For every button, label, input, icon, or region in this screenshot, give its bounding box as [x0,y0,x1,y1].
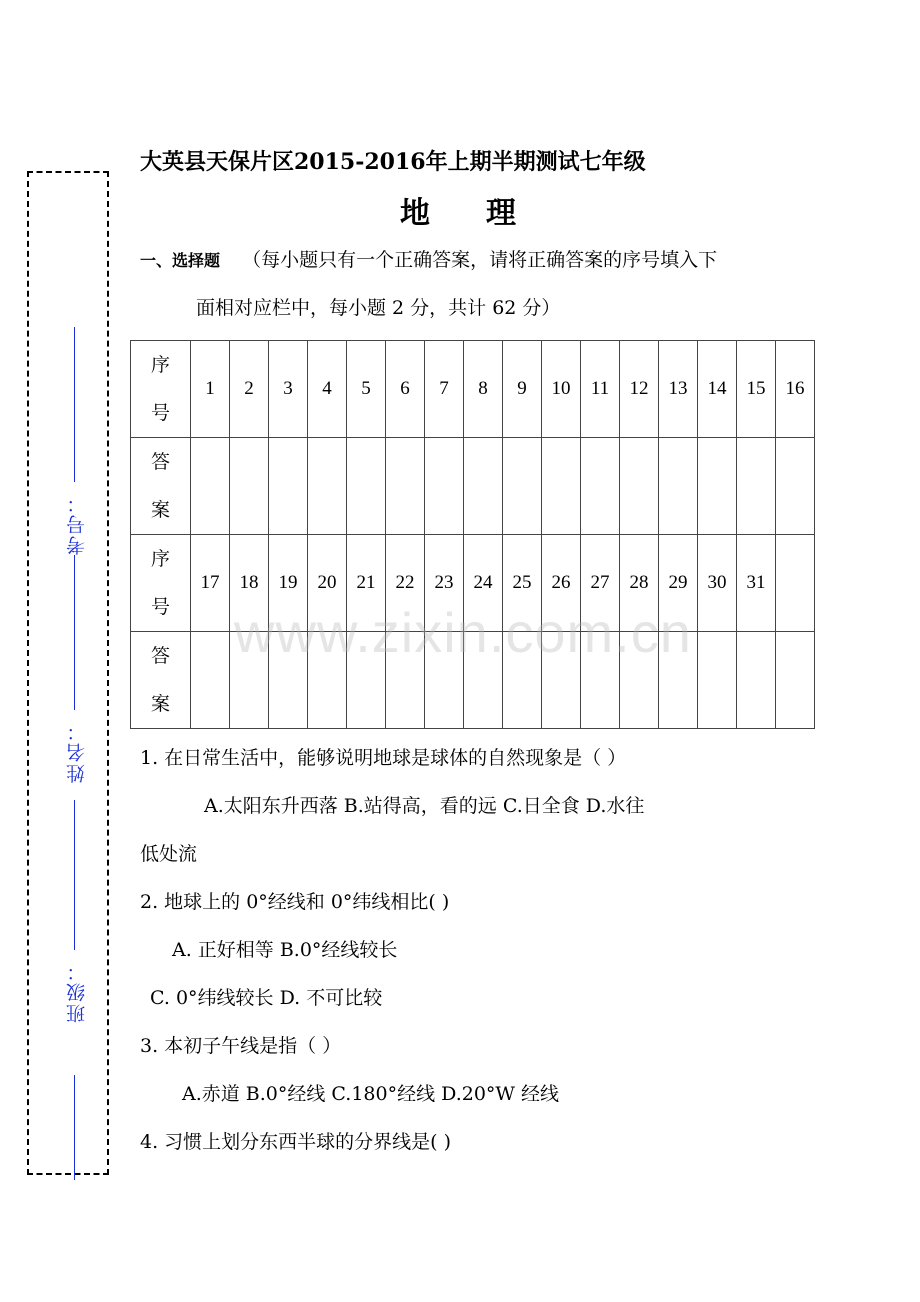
question-number-cell: 19 [269,535,308,632]
question-number-cell: 20 [308,535,347,632]
name-underline [74,555,75,710]
question-number-cell: 5 [347,341,386,438]
class-label: 班级： [66,960,88,1023]
question-1-options-cont: 低处流 [140,843,198,865]
question-number-cell: 8 [464,341,503,438]
question-number-cell: 26 [542,535,581,632]
question-number-cell: 2 [230,341,269,438]
question-number-cell: 27 [581,535,620,632]
answer-cell[interactable] [581,438,620,535]
name-label: 姓名： [66,720,88,783]
question-3-stem: 3. 本初子午线是指（ ） [140,1035,342,1057]
question-number-cell: 18 [230,535,269,632]
question-number-cell: 24 [464,535,503,632]
answer-cell[interactable] [776,632,815,729]
answer-cell[interactable] [230,438,269,535]
question-number-cell [776,535,815,632]
question-number-cell: 12 [620,341,659,438]
answer-cell[interactable] [776,438,815,535]
answer-cell[interactable] [386,438,425,535]
watermark: www.zixin.com.cn [234,601,692,664]
question-number-cell: 16 [776,341,815,438]
question-3-options: A.赤道 B.0°经线 C.180°经线 D.20°W 经线 [182,1083,559,1105]
exam-no-underline [74,327,75,482]
answer-cell[interactable] [347,438,386,535]
answer-cell[interactable] [620,438,659,535]
class-underline [74,800,75,950]
question-number-cell: 22 [386,535,425,632]
section-instructions-2: 面相对应栏中，每小题 2 分，共计 62 分） [196,297,561,319]
question-2-options-c-d: C. 0°纬线较长 D. 不可比较 [150,987,383,1009]
answer-cell[interactable] [308,438,347,535]
question-number-cell: 14 [698,341,737,438]
answer-cell[interactable] [698,438,737,535]
question-number-cell: 28 [620,535,659,632]
binding-margin-box [27,171,109,1175]
question-number-row [131,341,815,438]
answer-table [130,340,815,729]
answer-cell[interactable] [425,438,464,535]
question-2-stem: 2. 地球上的 0°经线和 0°纬线相比( ) [140,891,450,913]
answer-label-cell: 答 案 [131,632,191,729]
answer-row [131,438,815,535]
question-1-stem: 1. 在日常生活中，能够说明地球是球体的自然现象是（ ） [140,747,627,769]
section-heading: 一、选择题 [140,251,221,270]
number-label-cell: 序 号 [131,341,191,438]
question-number-cell: 6 [386,341,425,438]
question-number-cell: 9 [503,341,542,438]
answer-cell[interactable] [191,632,230,729]
number-label-cell: 序 号 [131,535,191,632]
answer-cell[interactable] [464,438,503,535]
answer-cell[interactable] [191,438,230,535]
margin-bottom-line [74,1075,75,1180]
answer-cell[interactable] [269,438,308,535]
answer-cell[interactable] [698,632,737,729]
subject-title: 地理 [400,196,572,231]
section-instructions-1: （每小题只有一个正确答案，请将正确答案的序号填入下 [242,249,718,271]
question-number-cell: 10 [542,341,581,438]
answer-cell[interactable] [503,438,542,535]
answer-cell[interactable] [737,438,776,535]
exam-no-label: 考号： [66,492,88,555]
question-number-cell: 17 [191,535,230,632]
question-number-cell: 31 [737,535,776,632]
question-4-stem: 4. 习惯上划分东西半球的分界线是( ) [140,1131,452,1153]
question-number-cell: 25 [503,535,542,632]
question-number-cell: 4 [308,341,347,438]
question-number-cell: 30 [698,535,737,632]
question-1-options: A.太阳东升西落 B.站得高，看的远 C.日全食 D.水往 [204,795,645,817]
exam-title: 大英县天保片区2015-2016年上期半期测试七年级 [140,149,646,175]
answer-cell[interactable] [737,632,776,729]
question-number-cell: 7 [425,341,464,438]
question-number-cell: 15 [737,341,776,438]
question-number-cell: 23 [425,535,464,632]
answer-cell[interactable] [542,438,581,535]
question-2-options-a-b: A. 正好相等 B.0°经线较长 [172,939,398,961]
answer-label-cell: 答 案 [131,438,191,535]
question-number-cell: 11 [581,341,620,438]
question-number-cell: 21 [347,535,386,632]
question-number-cell: 13 [659,341,698,438]
question-number-cell: 1 [191,341,230,438]
answer-cell[interactable] [659,438,698,535]
question-number-cell: 29 [659,535,698,632]
question-number-cell: 3 [269,341,308,438]
section-heading-line [140,245,717,272]
